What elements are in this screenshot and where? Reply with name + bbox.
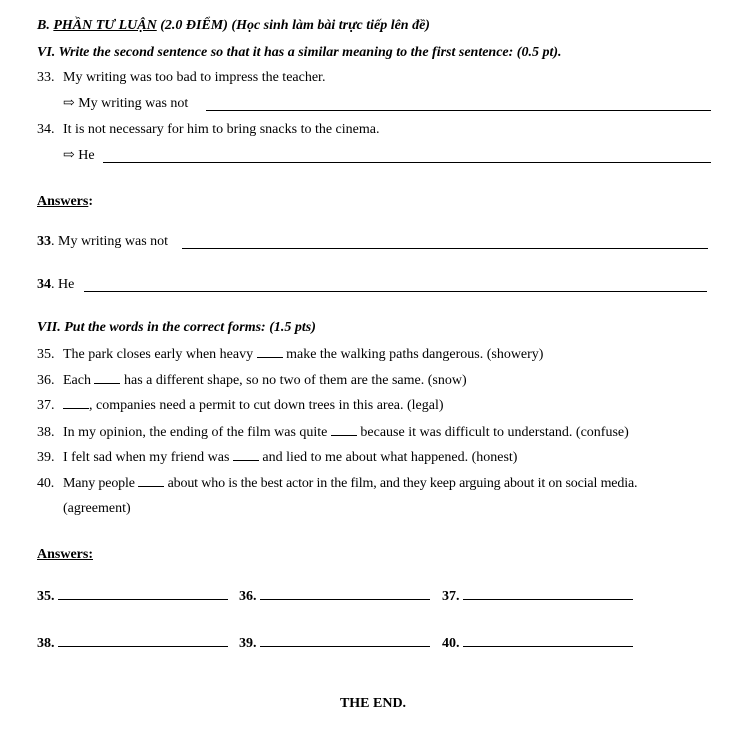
item-39 [37, 448, 517, 467]
answer-line[interactable] [260, 634, 430, 647]
answer-number: 34 [37, 277, 51, 292]
item-34-sentence [37, 121, 379, 139]
end-text: THE END. [339, 696, 407, 711]
answer-line[interactable] [463, 634, 633, 647]
item-33-rewrite [63, 95, 188, 113]
section-b-title: PHẦN TƯ LUẬN [53, 18, 157, 33]
item-number: 37. [37, 398, 55, 413]
answer-number: 38. [37, 636, 55, 651]
answer-start: . My writing was not [51, 234, 169, 249]
answer-number: 40. [442, 636, 460, 651]
item-34-answer-line[interactable] [103, 150, 711, 163]
answer-number: 37. [442, 589, 460, 604]
arrow-icon: ⇨ [63, 148, 75, 163]
item-blank[interactable] [138, 474, 164, 487]
part-vi-heading: VI. Write the second sentence so that it has a similar meaning to the first sentence: (0.5 pt). [37, 45, 562, 60]
answers-vi-label [37, 193, 93, 211]
answer-slot-37 [442, 587, 633, 606]
section-b-prefix: B. [37, 18, 50, 33]
answer-line[interactable] [58, 587, 228, 600]
item-text-before: I felt sad when my friend was [63, 450, 230, 465]
answer-slot-40 [442, 634, 633, 653]
item-blank[interactable] [257, 345, 283, 358]
item-blank[interactable] [233, 448, 259, 461]
item-blank[interactable] [94, 371, 120, 384]
item-35 [37, 345, 543, 364]
answer-number: 33 [37, 234, 51, 249]
part-vii-heading: VII. Put the words in the correct forms: (1.5 pts) [37, 320, 316, 335]
item-text-after: make the walking paths dangerous. (showery) [286, 347, 544, 362]
arrow-icon: ⇨ [63, 96, 75, 111]
answers-label-text: Answers [37, 194, 89, 209]
answer-slot-38 [37, 634, 228, 653]
item-blank[interactable] [331, 423, 357, 436]
item-blank[interactable] [63, 396, 89, 409]
item-text-after: because it was difficult to understand. (confuse) [360, 425, 629, 440]
item-number: 36. [37, 373, 55, 388]
item-38 [37, 423, 629, 442]
item-number: 38. [37, 425, 55, 440]
item-36 [37, 371, 467, 390]
item-text-before: Each [63, 373, 91, 388]
answer-slot-36 [239, 587, 430, 606]
item-text-after: and lied to me about what happened. (honest) [262, 450, 518, 465]
item-34-rewrite [63, 147, 95, 165]
answer-line[interactable] [260, 587, 430, 600]
answer-number: 39. [239, 636, 257, 651]
item-text-after: , companies need a permit to cut down trees in this area. (legal) [89, 398, 444, 413]
item-number: 40. [37, 476, 55, 491]
answer-line[interactable] [463, 587, 633, 600]
item-text-before: The park closes early when heavy [63, 347, 254, 362]
item-sentence: It is not necessary for him to bring snacks to the cinema. [63, 122, 380, 137]
item-33-sentence [37, 69, 325, 87]
answer-34-line[interactable] [84, 279, 707, 292]
answers-label-colon: : [88, 194, 94, 209]
answer-start: . He [51, 277, 75, 292]
answers-vii-label: Answers: [37, 547, 93, 562]
rewrite-start: My writing was not [78, 96, 189, 111]
item-text-before: In my opinion, the ending of the film was quite [63, 425, 328, 440]
item-number: 35. [37, 347, 55, 362]
answer-line[interactable] [58, 634, 228, 647]
item-33-answer-line[interactable] [206, 98, 711, 111]
item-number: 39. [37, 450, 55, 465]
section-b-heading [37, 17, 430, 35]
item-40 [37, 474, 637, 493]
answer-slot-39 [239, 634, 430, 653]
item-40-continuation: (agreement) [63, 501, 131, 516]
answer-33-row [37, 233, 168, 251]
item-text-after: about who is the best actor in the film, and they keep arguing about it on social media. [167, 476, 638, 491]
item-number: 33. [37, 70, 55, 85]
item-number: 34. [37, 122, 55, 137]
rewrite-start: He [78, 148, 95, 163]
item-sentence: My writing was too bad to impress the teacher. [63, 70, 326, 85]
answer-34-row [37, 276, 74, 294]
answer-number: 35. [37, 589, 55, 604]
section-b-rest: (2.0 ĐIỂM) (Học sinh làm bài trực tiếp lên đề) [160, 18, 430, 33]
item-37 [37, 396, 444, 415]
item-text-after: has a different shape, so no two of them are the same. (snow) [123, 373, 467, 388]
answer-number: 36. [239, 589, 257, 604]
item-text-before: Many people [63, 476, 135, 491]
answer-slot-35 [37, 587, 228, 606]
answer-33-line[interactable] [182, 236, 708, 249]
